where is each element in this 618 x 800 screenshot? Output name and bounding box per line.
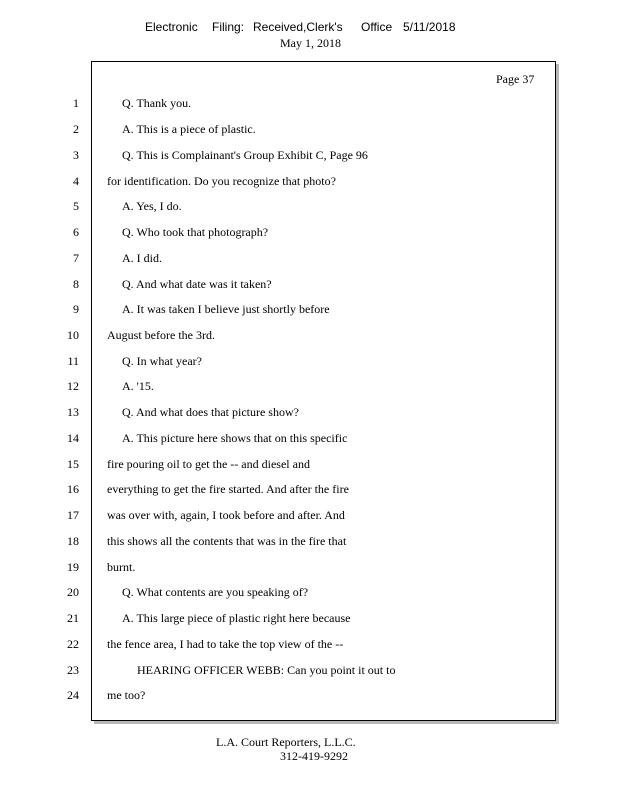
line-number: 4 (73, 174, 79, 188)
transcript-line (0, 584, 560, 600)
line-text: HEARING OFFICER WEBB: Can you point it out to (137, 663, 396, 677)
line-text: A. '15. (122, 379, 154, 393)
line-number: 6 (73, 225, 79, 239)
footer-company: L.A. Court Reporters, L.L.C. (216, 735, 356, 749)
page-number: Page 37 (496, 72, 535, 86)
transcript-line (0, 687, 560, 703)
transcript-line (0, 147, 560, 163)
line-number: 1 (73, 96, 79, 110)
line-text: Q. Thank you. (122, 96, 192, 110)
line-text: Q. Who took that photograph? (122, 225, 269, 239)
line-text: A. Yes, I do. (122, 199, 182, 213)
transcript-line (0, 456, 560, 472)
line-text: A. This large piece of plastic right here because (122, 611, 351, 625)
line-text: A. This picture here shows that on this specific (122, 431, 348, 445)
line-number: 11 (67, 354, 79, 368)
line-number: 19 (67, 560, 79, 574)
line-number: 15 (67, 457, 79, 471)
line-number: 14 (67, 431, 79, 445)
transcript-line (0, 610, 560, 626)
line-number: 2 (73, 122, 79, 136)
transcript-line (0, 662, 560, 678)
line-text: August before the 3rd. (107, 328, 215, 342)
transcript-line (0, 404, 560, 420)
stamp-word-received-clerks: Received,Clerk's (253, 20, 343, 34)
line-text: everything to get the fire started. And after the fire (107, 482, 349, 496)
line-number: 23 (67, 663, 79, 677)
stamp-word-electronic: Electronic (145, 20, 198, 34)
line-number: 5 (73, 199, 79, 213)
line-number: 3 (73, 148, 79, 162)
transcript-line (0, 636, 560, 652)
transcript-line (0, 224, 560, 240)
line-number: 20 (67, 585, 79, 599)
line-text: this shows all the contents that was in the fire that (107, 534, 347, 548)
line-text: A. This is a piece of plastic. (122, 122, 256, 136)
line-number: 17 (67, 508, 79, 522)
line-text: A. It was taken I believe just shortly before (122, 302, 330, 316)
transcript-line (0, 301, 560, 317)
transcript-line (0, 173, 560, 189)
line-text: was over with, again, I took before and after. And (107, 508, 345, 522)
transcript-line (0, 327, 560, 343)
line-number: 12 (67, 379, 79, 393)
line-number: 10 (67, 328, 79, 342)
line-number: 18 (67, 534, 79, 548)
line-text: Q. And what does that picture show? (122, 405, 299, 419)
line-text: for identification. Do you recognize that photo? (107, 174, 336, 188)
line-number: 9 (73, 302, 79, 316)
transcript-line (0, 198, 560, 214)
stamp-date: 5/11/2018 (403, 20, 456, 34)
transcript-line (0, 559, 560, 575)
line-text: Q. This is Complainant's Group Exhibit C, Page 96 (122, 148, 368, 162)
line-number: 8 (73, 277, 79, 291)
transcript-line (0, 95, 560, 111)
transcript-line (0, 481, 560, 497)
line-text: fire pouring oil to get the -- and diesel and (107, 457, 310, 471)
line-text: me too? (107, 688, 146, 702)
stamp-word-filing: Filing: (212, 20, 245, 34)
line-text: the fence area, I had to take the top view of the -- (107, 637, 344, 651)
line-text: burnt. (107, 560, 136, 574)
line-text: Q. And what date was it taken? (122, 277, 272, 291)
line-number: 13 (67, 405, 79, 419)
transcript-line (0, 533, 560, 549)
transcript-line (0, 250, 560, 266)
line-number: 22 (67, 637, 79, 651)
line-number: 7 (73, 251, 79, 265)
line-number: 16 (67, 482, 79, 496)
transcript-line (0, 430, 560, 446)
line-text: A. I did. (122, 251, 162, 265)
stamp-word-office: Office (361, 20, 393, 34)
line-text: Q. What contents are you speaking of? (122, 585, 309, 599)
transcript-line (0, 276, 560, 292)
line-number: 24 (67, 688, 79, 702)
line-number: 21 (67, 611, 79, 625)
footer-phone: 312-419-9292 (280, 749, 348, 763)
transcript-line (0, 507, 560, 523)
transcript-line (0, 121, 560, 137)
line-text: Q. In what year? (122, 354, 202, 368)
header-date: May 1, 2018 (280, 36, 341, 50)
transcript-line (0, 378, 560, 394)
transcript-line (0, 353, 560, 369)
